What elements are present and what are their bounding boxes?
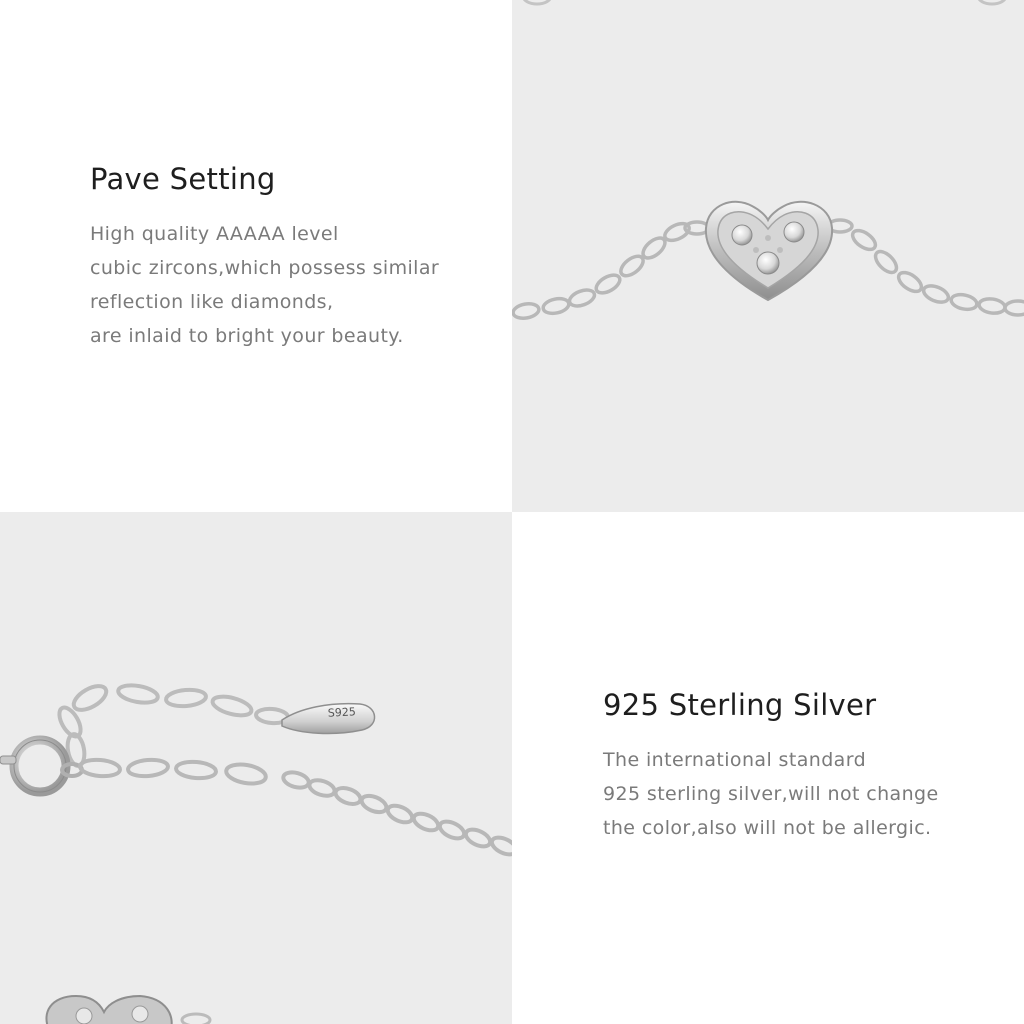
tag-stamp-text: S925 [327, 705, 357, 720]
main-chain [79, 758, 512, 858]
sterling-silver-heading: 925 Sterling Silver [603, 688, 877, 722]
heart-charm-illustration [512, 0, 1024, 512]
chain-link [523, 0, 551, 4]
zircon-stone [757, 252, 779, 274]
description-line: The international standard [603, 748, 867, 771]
heart-pendant-partial [46, 996, 210, 1024]
pave-setting-heading: Pave Setting [90, 162, 276, 196]
chain-link [978, 0, 1006, 4]
heart-charm-photo [512, 0, 1024, 512]
description-line: reflection like diamonds, [90, 290, 334, 313]
zircon-stone [732, 225, 752, 245]
s925-tag [282, 704, 375, 734]
heart-pendant [706, 202, 832, 300]
description-line: High quality AAAAA level [90, 222, 339, 245]
description-line: are inlaid to bright your beauty. [90, 324, 404, 347]
pave-setting-text [90, 162, 439, 353]
description-line: 925 sterling silver,will not change [603, 782, 939, 805]
left-chain [512, 220, 709, 320]
extender-chain [55, 681, 288, 767]
pave-setting-description [90, 217, 439, 353]
sterling-silver-text [603, 688, 939, 845]
clasp-illustration [0, 512, 512, 1024]
sterling-silver-description [603, 743, 939, 845]
description-line: the color,also will not be allergic. [603, 816, 932, 839]
pave-setting-panel [0, 0, 512, 512]
clasp-tag-photo [0, 512, 512, 1024]
spring-ring-clasp [0, 740, 82, 792]
description-line: cubic zircons,which possess similar [90, 256, 440, 279]
sterling-silver-panel [512, 512, 1024, 1024]
right-chain [828, 220, 1024, 315]
zircon-stone [784, 222, 804, 242]
